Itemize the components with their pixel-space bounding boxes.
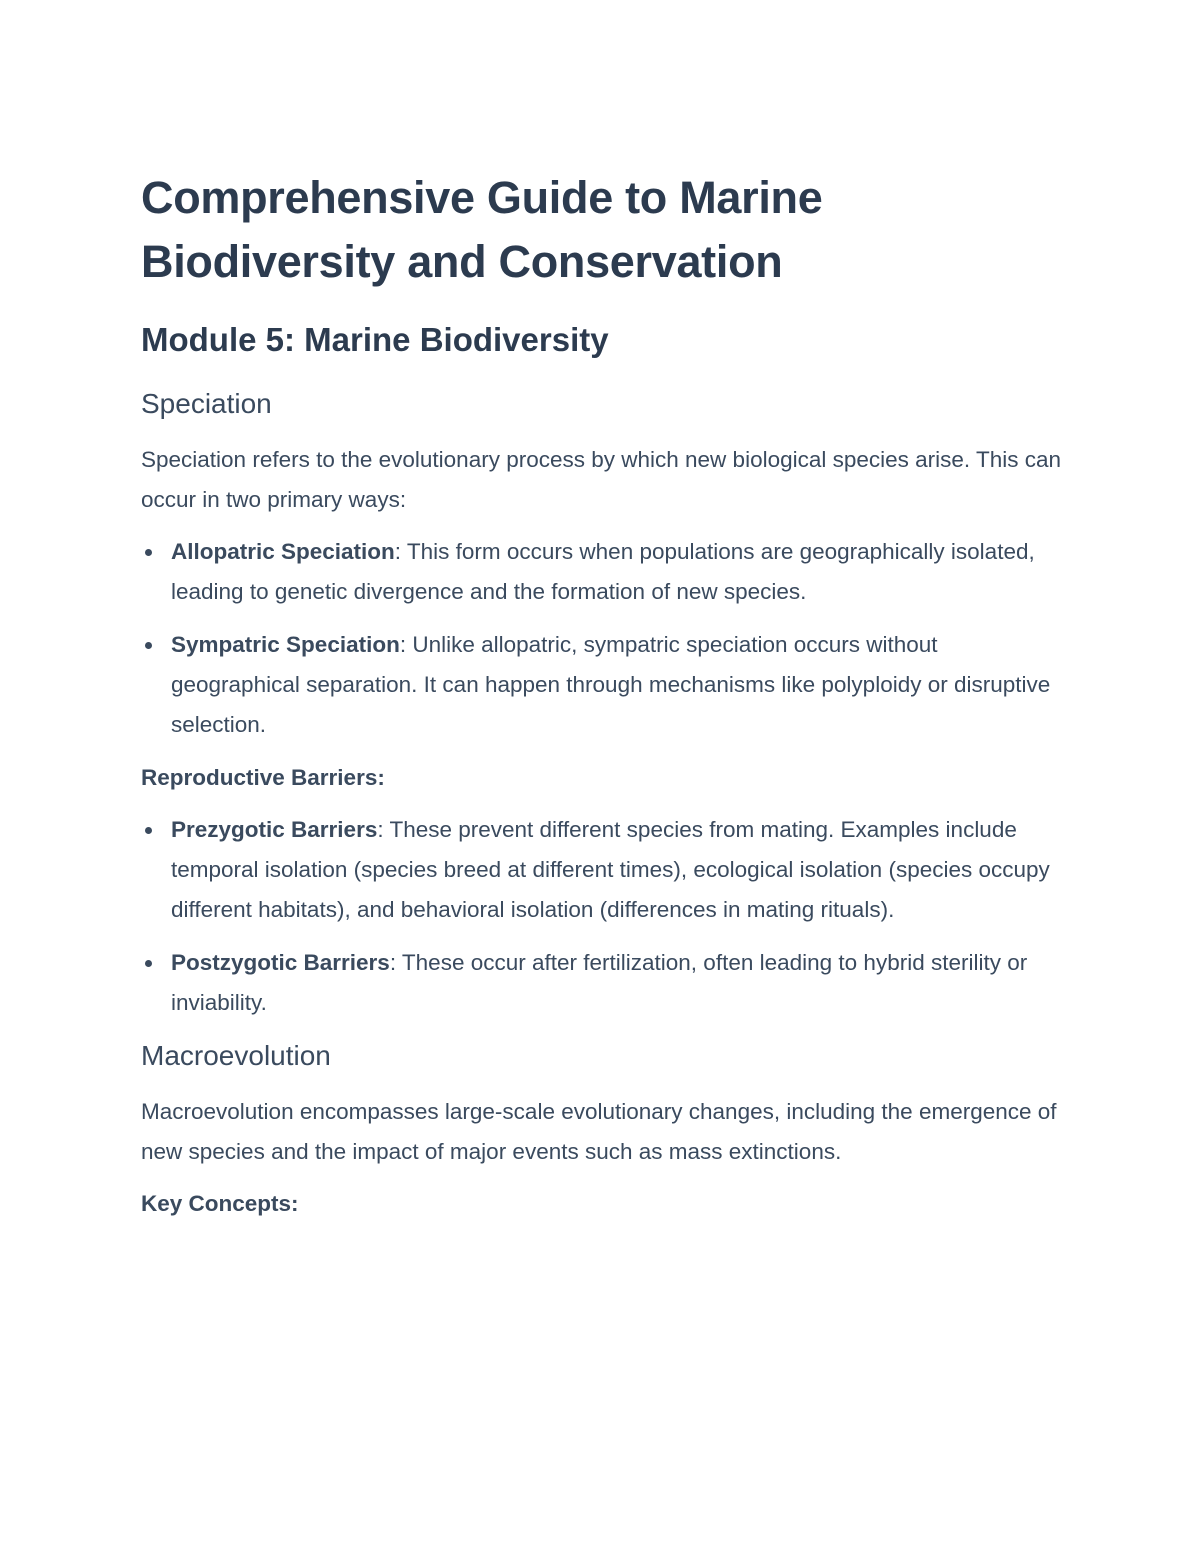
barriers-list [141, 810, 1071, 1023]
list-item-text: : Unlike allopatric, sympatric speciation occurs without geographical separation. It can happen through mechanisms like polyploidy or disruptive selection. [171, 632, 1051, 737]
list-item [141, 625, 1071, 745]
speciation-intro: Speciation refers to the evolutionary process by which new biological species arise. This can occur in two primary ways: [141, 447, 1062, 512]
list-item [141, 943, 1071, 1023]
list-item-term: Sympatric Speciation [171, 632, 400, 657]
list-item-text: : These prevent different species from mating. Examples include temporal isolation (species breed at different times), ecological isolation (species occupy different habitats), and behavioral isolation (differences in mating rituals). [171, 817, 1050, 922]
document-page [141, 166, 1071, 1224]
list-item-text: : This form occurs when populations are geographically isolated, leading to genetic divergence and the formation of new species. [171, 539, 1035, 604]
list-item [141, 810, 1071, 930]
list-item-term: Allopatric Speciation [171, 539, 395, 564]
section-heading-macroevolution: Macroevolution [141, 1040, 331, 1071]
list-item-text: : These occur after fertilization, often leading to hybrid sterility or inviability. [171, 950, 1028, 1015]
reproductive-barriers-label: Reproductive Barriers: [141, 765, 385, 790]
bullet-icon [145, 960, 152, 967]
section-heading-speciation: Speciation [141, 388, 272, 419]
document-title: Comprehensive Guide to Marine Biodiversity and Conservation [141, 172, 823, 287]
bullet-icon [145, 642, 152, 649]
bullet-icon [145, 549, 152, 556]
macroevolution-intro: Macroevolution encompasses large-scale evolutionary changes, including the emergence of new species and the impact of major events such as mass extinctions. [141, 1099, 1057, 1164]
module-heading: Module 5: Marine Biodiversity [141, 321, 609, 358]
bullet-icon [145, 827, 152, 834]
list-item-term: Postzygotic Barriers [171, 950, 390, 975]
list-item [141, 532, 1071, 612]
speciation-list [141, 532, 1071, 745]
key-concepts-label: Key Concepts: [141, 1191, 299, 1216]
list-item-term: Prezygotic Barriers [171, 817, 378, 842]
